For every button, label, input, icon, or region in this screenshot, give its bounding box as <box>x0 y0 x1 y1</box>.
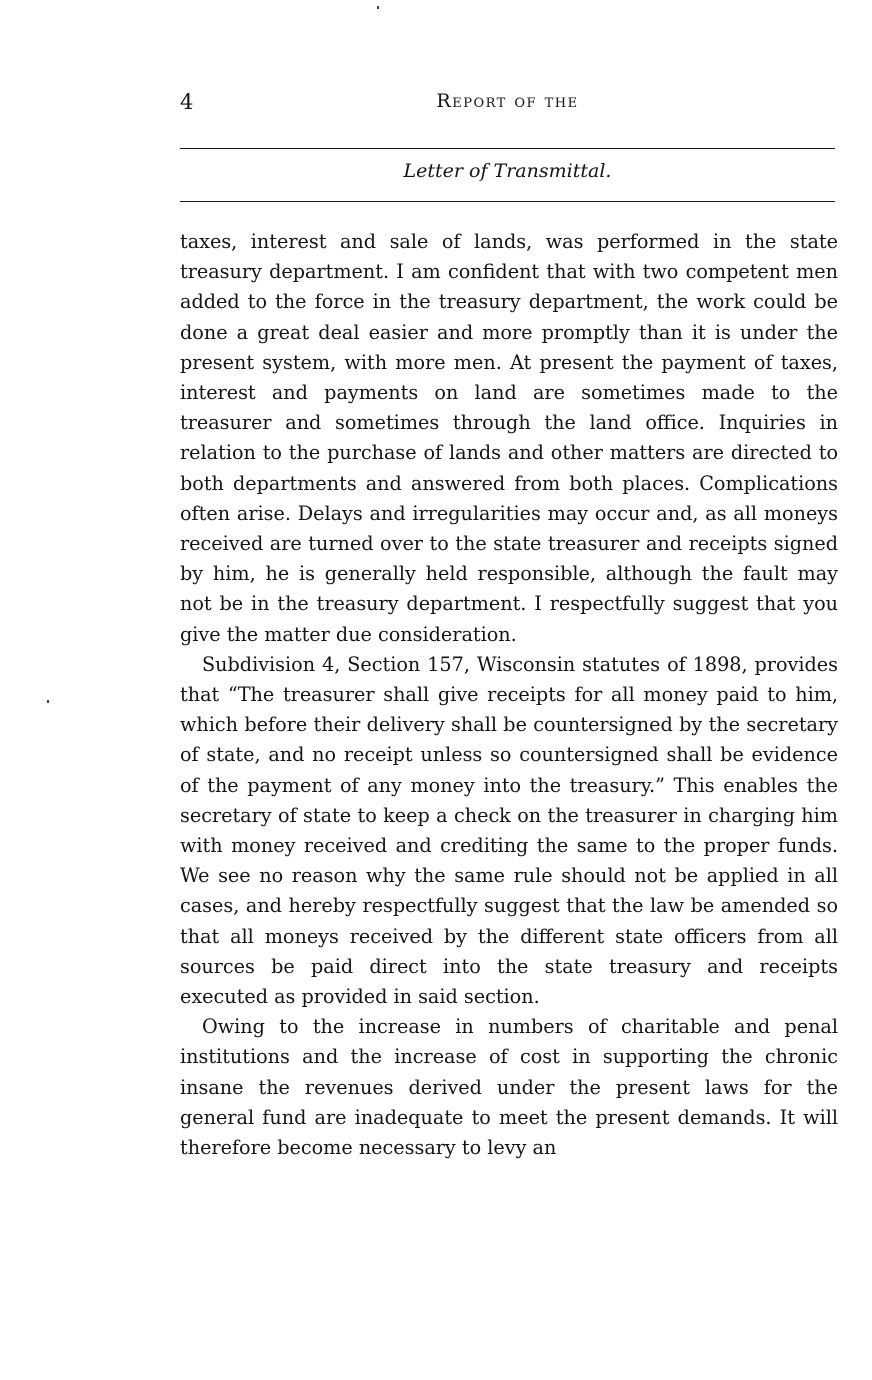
print-speck <box>47 700 49 703</box>
print-speck <box>377 6 379 9</box>
page-number: 4 <box>180 90 194 114</box>
header-rule-bottom <box>180 201 835 202</box>
paragraph-revenues: Owing to the increase in numbers of charitable and penal institutions and the increase of cost in supporting the chronic insane the revenues derived under the present laws for the general fund are inadequate to meet the present demands. It will therefore become necessary to levy an <box>180 1015 838 1160</box>
running-header: Report of the <box>436 90 579 112</box>
paragraph-subdivision-4: Subdivision 4, Section 157, Wisconsin statutes of 1898, provides that “The treasurer shall give receipts for all money paid to him, which before their delivery shall be countersigned by the secretary of state, and no receipt unless so countersigned shall be evidence of the payment of any money into the treasury.” This enables the secretary of state to keep a check on the treasurer in charging him with money received and crediting the same to the proper funds. We see no reason why the same rule should not be applied in all cases, and hereby respectfully suggest that the law be amended so that all moneys received by the different state officers from all sources be paid direct into the state treasury and receipts executed as provided in said section. <box>180 652 838 1009</box>
header-rule-top <box>180 148 835 149</box>
paragraph-continued: taxes, interest and sale of lands, was performed in the state treasury department. I am confident that with two competent men added to the force in the treasury department, the work could be done a great deal easier and more promptly than it is under the present system, with more men. At present the payment of taxes, interest and payments on land are sometimes made to the treasurer and sometimes through the land office. Inquiries in relation to the purchase of lands and other matters are directed to both departments and answered from both places. Complications often arise. Delays and irregularities may occur and, as all moneys received are turned over to the state treasurer and receipts signed by him, he is generally held responsible, although the fault may not be in the treasury department. I respectfully suggest that you give the matter due consideration. <box>180 230 838 646</box>
section-title: Letter of Transmittal. <box>403 160 612 182</box>
body-text <box>180 227 838 1163</box>
